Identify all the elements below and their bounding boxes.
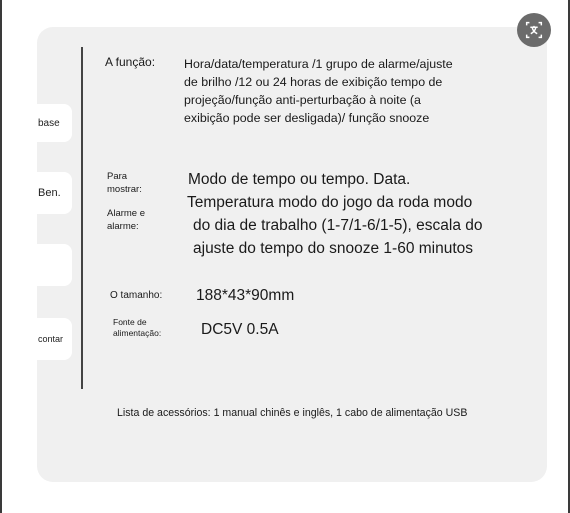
vertical-divider (81, 47, 83, 389)
function-line: Hora/data/temperatura /1 grupo de alarme/ajuste (184, 57, 453, 71)
size-label: O tamanho: (110, 290, 163, 301)
sidebar-item-blank[interactable] (28, 244, 72, 286)
sidebar-item-ben[interactable] (28, 172, 72, 214)
sidebar-item-label: base (38, 117, 60, 129)
sidebar-item-base[interactable] (28, 104, 72, 142)
function-description (184, 55, 534, 127)
sidebar-item-label: contar (38, 334, 64, 344)
alarm-label-line: Alarme e (107, 208, 146, 219)
display-label-line: Para (107, 171, 128, 182)
sidebar-item-label: Ben. (38, 187, 61, 199)
function-line: de brilho /12 ou 24 horas de exibição tempo de (184, 75, 443, 89)
function-line: projeção/função anti-perturbação à noite (a (184, 93, 421, 107)
power-label-line: alimentação: (113, 328, 162, 338)
display-line: Temperatura modo do jogo da roda modo (187, 194, 473, 211)
display-label-line: mostrar: (107, 184, 142, 195)
frame-border-left (0, 0, 2, 513)
alarm-label (107, 207, 145, 233)
power-label-line: Fonte de (113, 317, 147, 327)
size-value: 188*43*90mm (196, 287, 295, 304)
display-line: ajuste do tempo do snooze 1-60 minutos (193, 240, 474, 257)
function-line: exibição pode ser desligada)/ função snooze (184, 111, 430, 125)
display-line: Modo de tempo ou tempo. Data. (188, 171, 411, 188)
translate-icon (523, 19, 545, 41)
display-description (188, 168, 533, 260)
power-label (113, 317, 161, 339)
function-label: A função: (105, 55, 156, 69)
sidebar-item-contar[interactable] (28, 318, 72, 360)
alarm-label-line: alarme: (107, 221, 139, 232)
display-line: do dia de trabalho (1-7/1-6/1-5), escala do (193, 217, 483, 234)
translate-button[interactable] (517, 13, 551, 47)
accessories-list: Lista de acessórios: 1 manual chinês e inglês, 1 cabo de alimentação USB (117, 407, 468, 419)
power-value: DC5V 0.5A (201, 321, 279, 338)
display-label (107, 170, 142, 196)
